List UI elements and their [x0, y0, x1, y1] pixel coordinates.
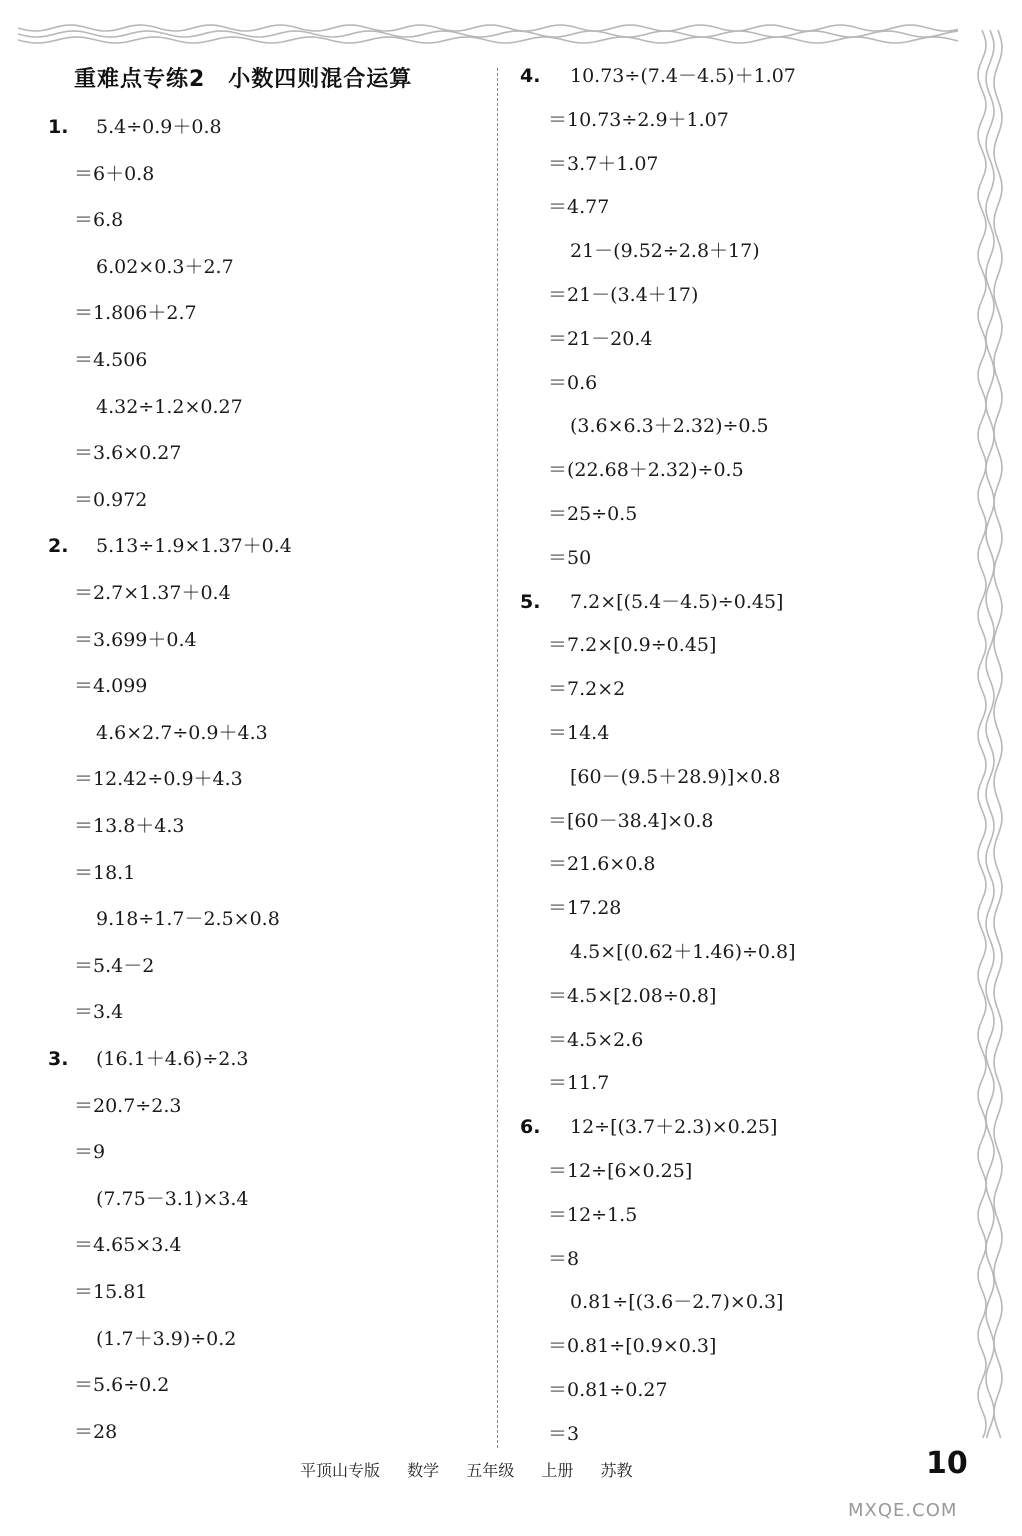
expression: 0.81÷[(3.6－2.7)×0.3]	[570, 1291, 784, 1314]
calc-step: ＝3.7＋1.07	[548, 152, 659, 175]
calc-step: ＝6＋0.8	[74, 162, 155, 185]
page-number: 10	[926, 1446, 968, 1481]
calc-step: ＝3.4	[74, 1001, 124, 1024]
calc-step: ＝7.2×2	[548, 678, 626, 701]
column-divider	[497, 68, 498, 1448]
expression: (16.1＋4.6)÷2.3	[96, 1048, 249, 1070]
question-number: 6.	[520, 1116, 541, 1139]
calc-step: ＝4.65×3.4	[74, 1234, 182, 1257]
calc-step: ＝4.5×[2.08÷0.8]	[548, 984, 717, 1007]
calc-step: ＝4.506	[74, 349, 148, 371]
expression: 10.73÷(7.4－4.5)＋1.07	[570, 65, 796, 87]
calc-step: ＝21－20.4	[548, 327, 653, 350]
footer-subject: 数学	[407, 1461, 440, 1480]
calc-step: ＝1.806＋2.7	[74, 302, 197, 325]
question-number: 5.	[520, 590, 541, 613]
watermark-text: MXQE.COM	[848, 1500, 958, 1521]
expression: (3.6×6.3＋2.32)÷0.5	[570, 415, 769, 438]
calc-step: ＝12÷[6×0.25]	[548, 1160, 693, 1182]
calc-step: ＝28	[74, 1420, 118, 1443]
calc-step: ＝25÷0.5	[548, 503, 638, 525]
footer-info	[300, 1458, 654, 1481]
calc-step: ＝21.6×0.8	[548, 853, 656, 876]
calc-step: ＝20.7÷2.3	[74, 1094, 182, 1117]
calc-step: ＝13.8＋4.3	[74, 815, 185, 837]
calc-step: ＝3	[548, 1422, 580, 1445]
question-number: 2.	[48, 535, 69, 558]
calc-step: ＝12.42÷0.9＋4.3	[74, 768, 243, 791]
calc-step: ＝2.7×1.37＋0.4	[74, 582, 231, 604]
calc-step: ＝12÷1.5	[548, 1203, 638, 1226]
expression: [60－(9.5＋28.9)]×0.8	[570, 765, 781, 788]
expression: (7.75－3.1)×3.4	[96, 1187, 249, 1210]
calc-step: ＝11.7	[548, 1072, 610, 1095]
expression: 4.32÷1.2×0.27	[96, 395, 243, 418]
page-title: 重难点专练2 小数四则混合运算	[74, 67, 413, 92]
calc-step: ＝18.1	[74, 861, 136, 884]
calc-step: ＝0.81÷[0.9×0.3]	[548, 1335, 717, 1358]
expression: 7.2×[(5.4－4.5)÷0.45]	[570, 590, 784, 613]
expression: 6.02×0.3＋2.7	[96, 255, 234, 278]
calc-step: ＝10.73÷2.9＋1.07	[548, 108, 729, 131]
expression: 5.4÷0.9＋0.8	[96, 116, 222, 138]
calc-step: ＝14.4	[548, 722, 610, 744]
question-number: 4.	[520, 65, 541, 87]
expression: 4.5×[(0.62＋1.46)÷0.8]	[570, 941, 796, 963]
expression: (1.7＋3.9)÷0.2	[96, 1327, 237, 1350]
question-number: 3.	[48, 1048, 69, 1070]
footer-volume: 上册	[541, 1461, 574, 1480]
calc-step: ＝7.2×[0.9÷0.45]	[548, 634, 717, 657]
calc-step: ＝17.28	[548, 897, 622, 920]
calc-step: ＝9	[74, 1141, 106, 1164]
expression: 9.18÷1.7－2.5×0.8	[96, 908, 280, 931]
calc-step: ＝5.6÷0.2	[74, 1374, 170, 1397]
expression: 21－(9.52÷2.8＋17)	[570, 240, 760, 263]
calc-step: ＝6.8	[74, 209, 124, 232]
calc-step: ＝3.6×0.27	[74, 442, 182, 465]
calc-step: ＝0.81÷0.27	[548, 1379, 668, 1401]
calc-step: ＝4.099	[74, 675, 148, 698]
footer-edition: 平顶山专版	[300, 1461, 381, 1480]
question-number: 1.	[48, 116, 69, 138]
calc-step: ＝4.5×2.6	[548, 1028, 644, 1051]
calc-step: ＝(22.68＋2.32)÷0.5	[548, 459, 744, 482]
calc-step: ＝50	[548, 546, 592, 569]
footer-grade: 五年级	[466, 1461, 515, 1480]
calc-step: ＝0.6	[548, 371, 598, 394]
calc-step: ＝4.77	[548, 196, 610, 219]
calc-step: ＝21－(3.4＋17)	[548, 284, 699, 306]
footer-publisher: 苏教	[600, 1461, 633, 1480]
calc-step: ＝8	[548, 1247, 580, 1270]
calc-step: ＝15.81	[74, 1281, 148, 1303]
calc-step: ＝3.699＋0.4	[74, 628, 197, 651]
expression: 4.6×2.7÷0.9＋4.3	[96, 721, 268, 744]
calc-step: ＝5.4－2	[74, 954, 155, 977]
expression: 5.13÷1.9×1.37＋0.4	[96, 535, 292, 558]
calc-step: ＝0.972	[74, 488, 148, 511]
expression: 12÷[(3.7＋2.3)×0.25]	[570, 1116, 778, 1139]
calc-step: ＝[60－38.4]×0.8	[548, 809, 714, 832]
